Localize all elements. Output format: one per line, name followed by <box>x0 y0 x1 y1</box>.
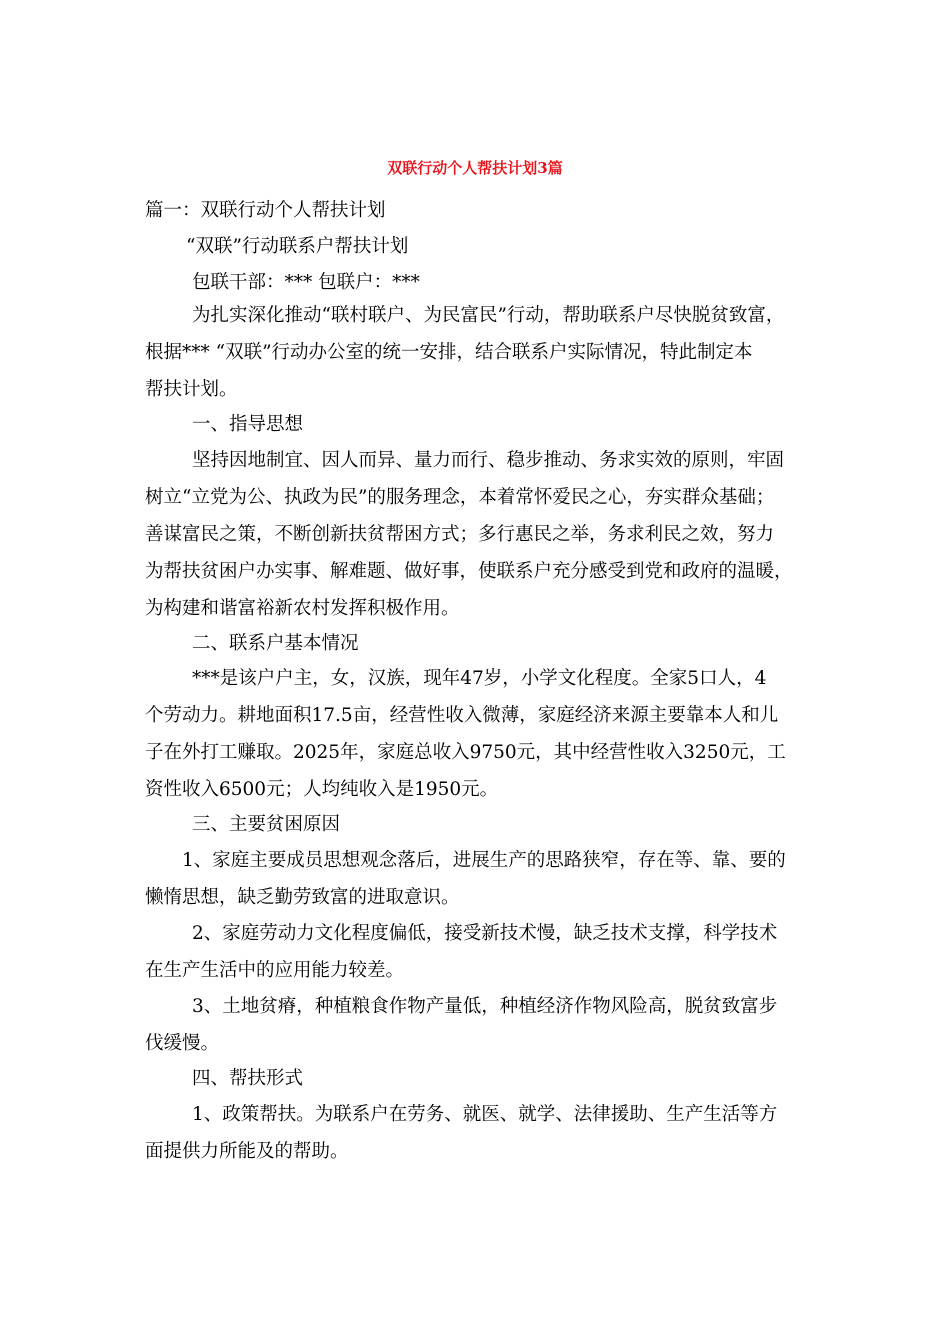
ideology-paragraph-line-4: 为帮扶贫困户办实事、解难题、做好事，使联系户充分感受到党和政府的温暖， <box>145 561 793 582</box>
ideology-paragraph-line-2: 树立“立党为公、执政为民”的服务理念，本着常怀爱民之心，夯实群众基础； <box>145 487 775 508</box>
heading-guiding-ideology: 一、指导思想 <box>192 414 304 435</box>
cause-2-line-2: 在生产生活中的应用能力较差。 <box>145 960 405 981</box>
heading-household-basics: 二、联系户基本情况 <box>192 633 359 654</box>
household-paragraph-line-3: 子在外打工赚取。2025年，家庭总收入9750元，其中经营性收入3250元，工 <box>145 742 786 763</box>
cause-3-line-2: 伐缓慢。 <box>145 1033 220 1054</box>
cause-1-line-2: 懒惰思想，缺乏勤劳致富的进取意识。 <box>145 887 460 908</box>
household-paragraph-line-1: ***是该户户主，女，汉族，现年47岁，小学文化程度。全家5口人，4 <box>192 668 767 689</box>
assistance-1-line-1: 1、政策帮扶。为联系户在劳务、就医、就学、法律援助、生产生活等方 <box>192 1104 778 1125</box>
heading-assistance-forms: 四、帮扶形式 <box>192 1068 304 1089</box>
cause-1-line-1: 1、家庭主要成员思想观念落后，进展生产的思路狭窄，存在等、靠、要的 <box>182 850 786 871</box>
ideology-paragraph-line-5: 为构建和谐富裕新农村发挥积极作用。 <box>145 598 460 619</box>
heading-poverty-causes: 三、主要贫困原因 <box>192 814 341 835</box>
cause-3-line-1: 3、土地贫瘠，种植粮食作物产量低，种植经济作物风险高，脱贫致富步 <box>192 996 778 1017</box>
intro-paragraph-line-3: 帮扶计划。 <box>145 379 238 400</box>
intro-paragraph-line-2: 根据*** “双联”行动办公室的统一安排，结合联系户实际情况，特此制定本 <box>145 342 753 363</box>
assistance-1-line-2: 面提供力所能及的帮助。 <box>145 1141 349 1162</box>
section-heading-part-one: 篇一：双联行动个人帮扶计划 <box>145 200 386 221</box>
document-title: 双联行动个人帮扶计划3篇 <box>387 159 563 177</box>
household-paragraph-line-2: 个劳动力。耕地面积17.5亩，经营性收入微薄，家庭经济来源主要靠本人和儿 <box>145 705 779 726</box>
ideology-paragraph-line-1: 坚持因地制宜、因人而异、量力而行、稳步推动、务求实效的原则，牢固 <box>192 450 785 471</box>
household-paragraph-line-4: 资性收入6500元；人均纯收入是1950元。 <box>145 779 499 800</box>
cause-2-line-1: 2、家庭劳动力文化程度偏低，接受新技术慢，缺乏技术支撑，科学技术 <box>192 923 778 944</box>
cadre-and-household: 包联干部：*** 包联户：*** <box>192 272 420 293</box>
plan-subtitle: “双联”行动联系户帮扶计划 <box>186 236 409 257</box>
ideology-paragraph-line-3: 善谋富民之策，不断创新扶贫帮困方式；多行惠民之举，务求利民之效，努力 <box>145 524 775 545</box>
intro-paragraph-line-1: 为扎实深化推动“联村联户、为民富民”行动，帮助联系户尽快脱贫致富， <box>192 305 785 326</box>
